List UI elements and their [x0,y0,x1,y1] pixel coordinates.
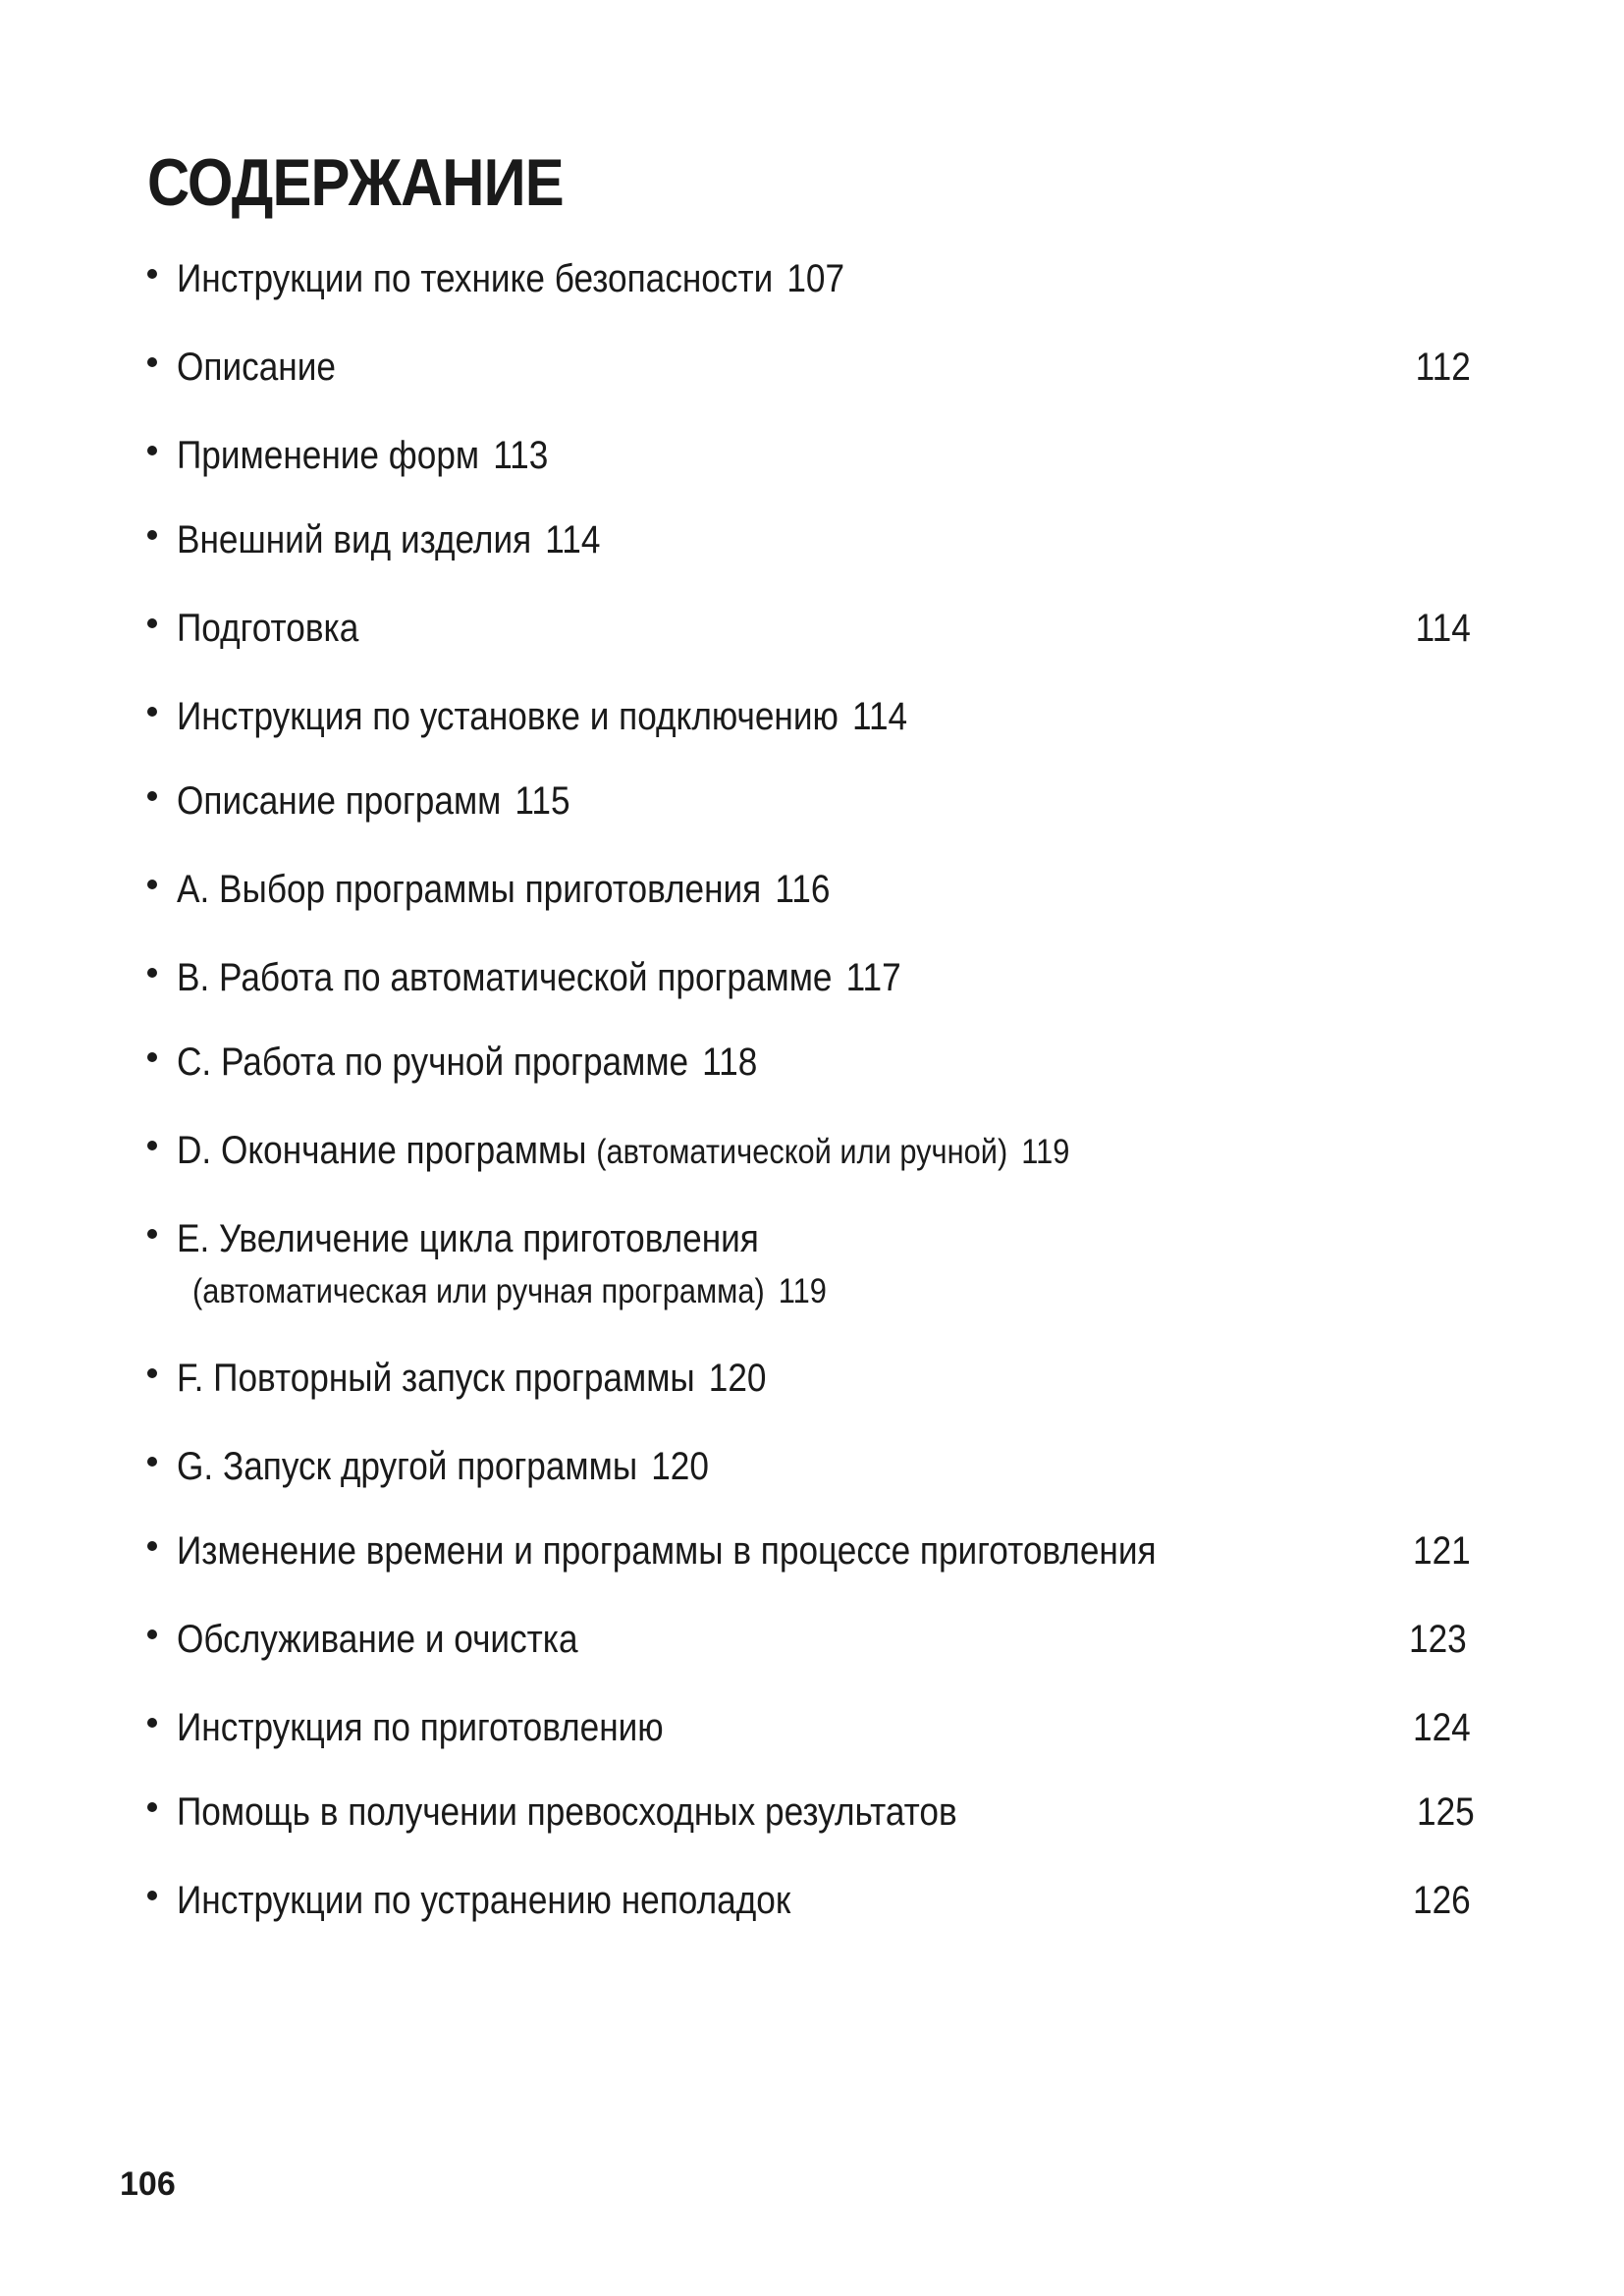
toc-item-page: 112 [1415,346,1471,389]
toc-item-label: F. Повторный запуск программы [177,1357,695,1400]
bullet-icon [147,1141,157,1150]
bullet-icon [147,1802,157,1812]
bullet-icon [147,1229,157,1239]
bullet-icon [147,968,157,978]
bullet-icon [147,791,157,801]
toc-item[interactable] [0,1042,1624,1101]
bullet-icon [147,1457,157,1467]
toc-item[interactable] [0,1219,1624,1327]
toc-item-label: Описание программ [177,779,502,823]
toc-item-page: 120 [651,1445,709,1488]
toc-item-page: 107 [786,257,845,300]
toc-item[interactable] [0,609,1624,667]
bullet-icon [147,357,157,367]
toc-item-page: 123 [1409,1618,1467,1661]
bullet-icon [147,446,157,455]
bullet-icon [147,1052,157,1062]
toc-item-label: E. Увеличение цикла приготовления [177,1217,759,1260]
toc-item-page: 121 [1413,1529,1471,1573]
toc-item-page: 125 [1417,1790,1475,1834]
toc-item[interactable] [0,1881,1624,1940]
page-number: 106 [120,2165,176,2203]
toc-item-label: Подготовка [177,607,359,650]
toc-item-subline: (автоматическая или ручная программа) [192,1272,765,1310]
toc-item[interactable] [0,1447,1624,1506]
page-title: СОДЕРЖАНИЕ [147,145,564,220]
toc-item-label: Инструкции по устранению неполадок [177,1879,791,1922]
toc-item-page: 114 [545,518,601,561]
toc-item[interactable] [0,1708,1624,1767]
toc-item[interactable] [0,781,1624,840]
toc-item-page: 120 [708,1357,767,1400]
toc-item-page: 114 [1415,607,1471,650]
bullet-icon [147,1891,157,1900]
toc-item-page: 126 [1413,1879,1471,1922]
bullet-icon [147,1541,157,1551]
toc-item-label: D. Окончание программы [177,1129,587,1172]
toc-item-label: Описание [177,346,336,389]
toc-item-label: Изменение времени и программы в процессе приготовления [177,1529,1157,1573]
toc-item-label: G. Запуск другой программы [177,1445,638,1488]
toc-item-label: Инструкции по технике безопасности [177,257,774,300]
toc-item[interactable] [0,347,1624,406]
bullet-icon [147,1718,157,1728]
toc-item-page: 113 [493,434,549,477]
toc-item[interactable] [0,958,1624,1017]
toc-item-label: Внешний вид изделия [177,518,532,561]
toc-item[interactable] [0,520,1624,579]
toc-item-page: 119 [1021,1133,1070,1171]
toc-item-page: 117 [845,956,901,999]
toc-item[interactable] [0,697,1624,756]
toc-item-page: 116 [775,868,831,911]
toc-item-note: (автоматической или ручной) [596,1133,1008,1171]
toc-item-page: 115 [514,779,570,823]
toc-item-label: B. Работа по автоматической программе [177,956,833,999]
toc-item[interactable] [0,1359,1624,1417]
toc-item[interactable] [0,436,1624,495]
bullet-icon [147,707,157,717]
bullet-icon [147,1629,157,1639]
bullet-icon [147,618,157,628]
toc-item[interactable] [0,1792,1624,1851]
bullet-icon [147,1368,157,1378]
toc-item-label: Обслуживание и очистка [177,1618,578,1661]
toc-item-page: 114 [852,695,908,738]
toc-item-label: A. Выбор программы приготовления [177,868,762,911]
toc-item-label: Инструкция по установке и подключению [177,695,839,738]
toc-item-page: 124 [1413,1706,1471,1749]
bullet-icon [147,880,157,889]
bullet-icon [147,530,157,540]
toc-item[interactable] [0,870,1624,929]
toc-item[interactable] [0,1620,1624,1679]
toc-item[interactable] [0,259,1624,318]
bullet-icon [147,269,157,279]
toc-item-page: 118 [702,1041,758,1084]
toc-item[interactable] [0,1531,1624,1590]
toc-item-page: 119 [778,1272,827,1310]
toc-item-label: Применение форм [177,434,480,477]
toc-item-label: C. Работа по ручной программе [177,1041,689,1084]
toc-item[interactable] [0,1131,1624,1190]
toc-item-label: Инструкция по приготовлению [177,1706,664,1749]
toc-item-label: Помощь в получении превосходных результатов [177,1790,957,1834]
